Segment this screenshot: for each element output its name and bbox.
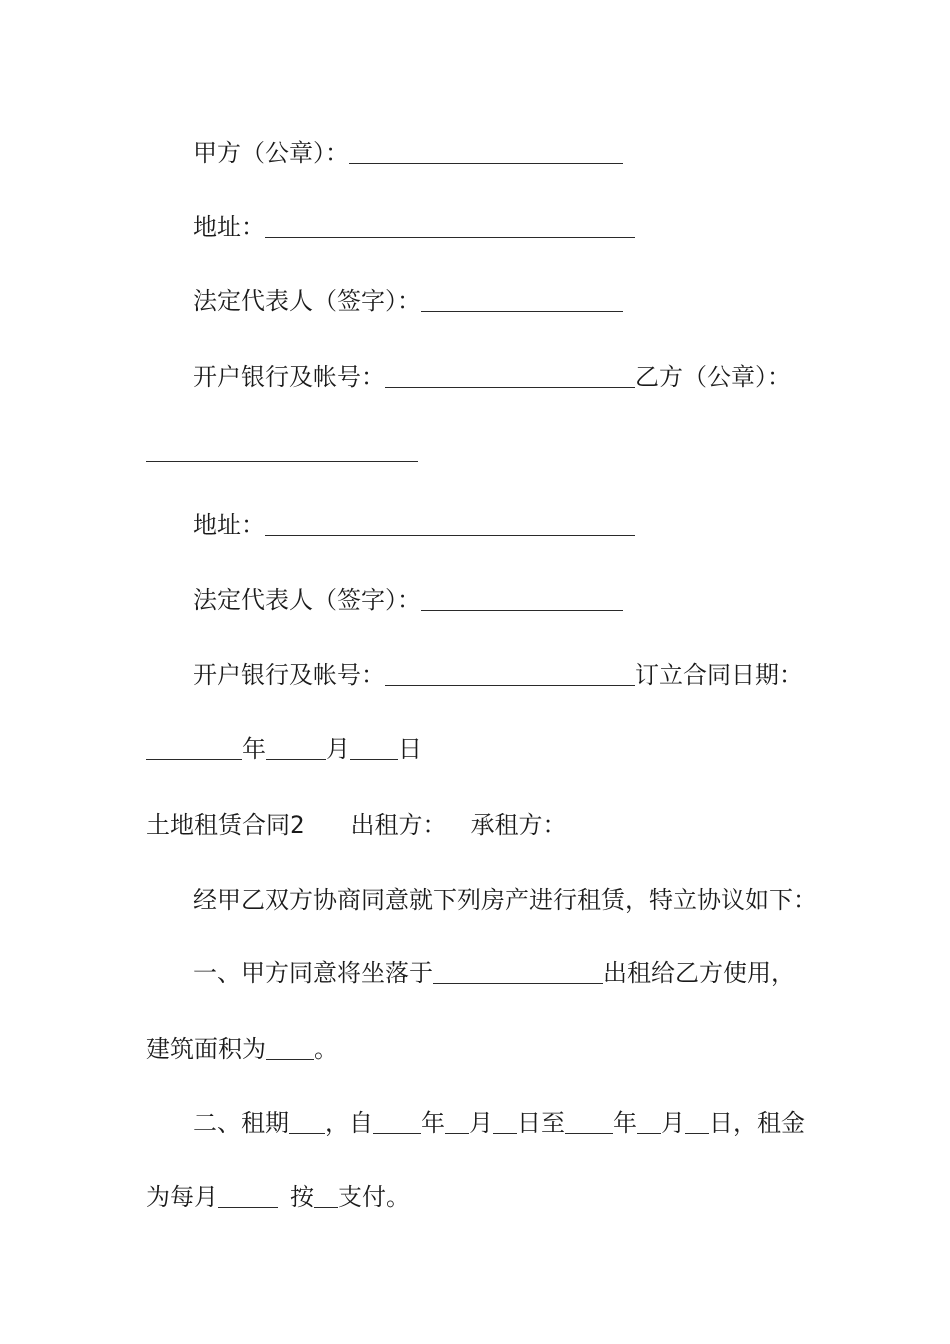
contract2-title: 土地租赁合同2: [146, 811, 305, 839]
party-b-address-field[interactable]: [265, 505, 635, 536]
lessor-label: 出租方：: [350, 811, 447, 839]
signing-date-label: 订立合同日期：: [635, 661, 803, 689]
start-month-label: 月: [469, 1109, 493, 1137]
lease-term-field[interactable]: [289, 1103, 325, 1134]
party-b-address-label: 地址：: [193, 511, 265, 539]
party-b-seal-line: [0, 431, 950, 471]
party-b-bank-label: 开户银行及帐号：: [193, 661, 385, 689]
clause2-from: ，自: [325, 1109, 373, 1137]
party-a-seal-field[interactable]: [349, 133, 623, 164]
party-a-seal-label: 甲方（公章）：: [193, 139, 349, 167]
party-a-address-label: 地址：: [193, 213, 265, 241]
location-field[interactable]: [433, 953, 603, 984]
party-a-address-field[interactable]: [265, 207, 635, 238]
intro-text: 经甲乙双方协商同意就下列房产进行租赁，特立协议如下：: [193, 886, 817, 914]
pay-method-field[interactable]: [314, 1177, 338, 1208]
clause2-prefix: 二、租期: [193, 1109, 289, 1137]
party-b-address-line: [0, 505, 950, 545]
party-a-bank-field[interactable]: [385, 357, 635, 388]
signing-month-field[interactable]: [266, 729, 326, 760]
end-month-label: 月: [661, 1109, 685, 1137]
party-b-seal-label: 乙方（公章）：: [635, 363, 791, 391]
pay-suffix: 支付。: [338, 1183, 410, 1211]
start-year-label: 年: [421, 1109, 445, 1137]
end-day-field[interactable]: [685, 1103, 709, 1134]
party-a-bank-line: [0, 357, 950, 397]
area-prefix: 建筑面积为: [146, 1035, 266, 1063]
signing-month-label: 月: [326, 735, 350, 763]
end-day-label: 日，租金: [709, 1109, 805, 1137]
party-a-address-line: [0, 207, 950, 247]
start-day-label: 日至: [517, 1109, 565, 1137]
contract2-heading-line: [0, 805, 950, 845]
monthly-rent-field[interactable]: [218, 1177, 278, 1208]
start-month-field[interactable]: [445, 1103, 469, 1134]
area-field[interactable]: [266, 1029, 314, 1060]
clause2-line: [0, 1103, 950, 1143]
start-year-field[interactable]: [373, 1103, 421, 1134]
pay-prefix: 为每月: [146, 1183, 218, 1211]
end-month-field[interactable]: [637, 1103, 661, 1134]
signing-day-label: 日: [398, 735, 422, 763]
party-b-rep-field[interactable]: [421, 580, 623, 611]
contract2-intro: [0, 880, 950, 920]
end-year-field[interactable]: [565, 1103, 613, 1134]
party-a-seal-line: [0, 133, 950, 173]
signing-day-field[interactable]: [350, 729, 398, 760]
pay-by-label: 按: [290, 1183, 314, 1211]
party-a-bank-label: 开户银行及帐号：: [193, 363, 385, 391]
clause1-suffix: 出租给乙方使用，: [603, 959, 795, 987]
party-b-bank-field[interactable]: [385, 655, 635, 686]
start-day-field[interactable]: [493, 1103, 517, 1134]
party-b-rep-label: 法定代表人（签字）：: [193, 586, 421, 614]
party-b-seal-field[interactable]: [146, 431, 418, 462]
clause2-payment-line: [0, 1177, 950, 1217]
party-a-rep-line: [0, 281, 950, 321]
signing-year-field[interactable]: [146, 729, 242, 760]
clause1-prefix: 一、甲方同意将坐落于: [193, 959, 433, 987]
area-suffix: 。: [314, 1035, 338, 1063]
lessee-label: 承租方：: [470, 811, 567, 839]
clause1-area-line: [0, 1029, 950, 1069]
clause1-line: [0, 953, 950, 993]
party-a-rep-field[interactable]: [421, 281, 623, 312]
party-a-rep-label: 法定代表人（签字）：: [193, 287, 421, 315]
end-year-label: 年: [613, 1109, 637, 1137]
party-b-bank-line: [0, 655, 950, 695]
signing-date-line: [0, 729, 950, 769]
party-b-rep-line: [0, 580, 950, 620]
signing-year-label: 年: [242, 735, 266, 763]
